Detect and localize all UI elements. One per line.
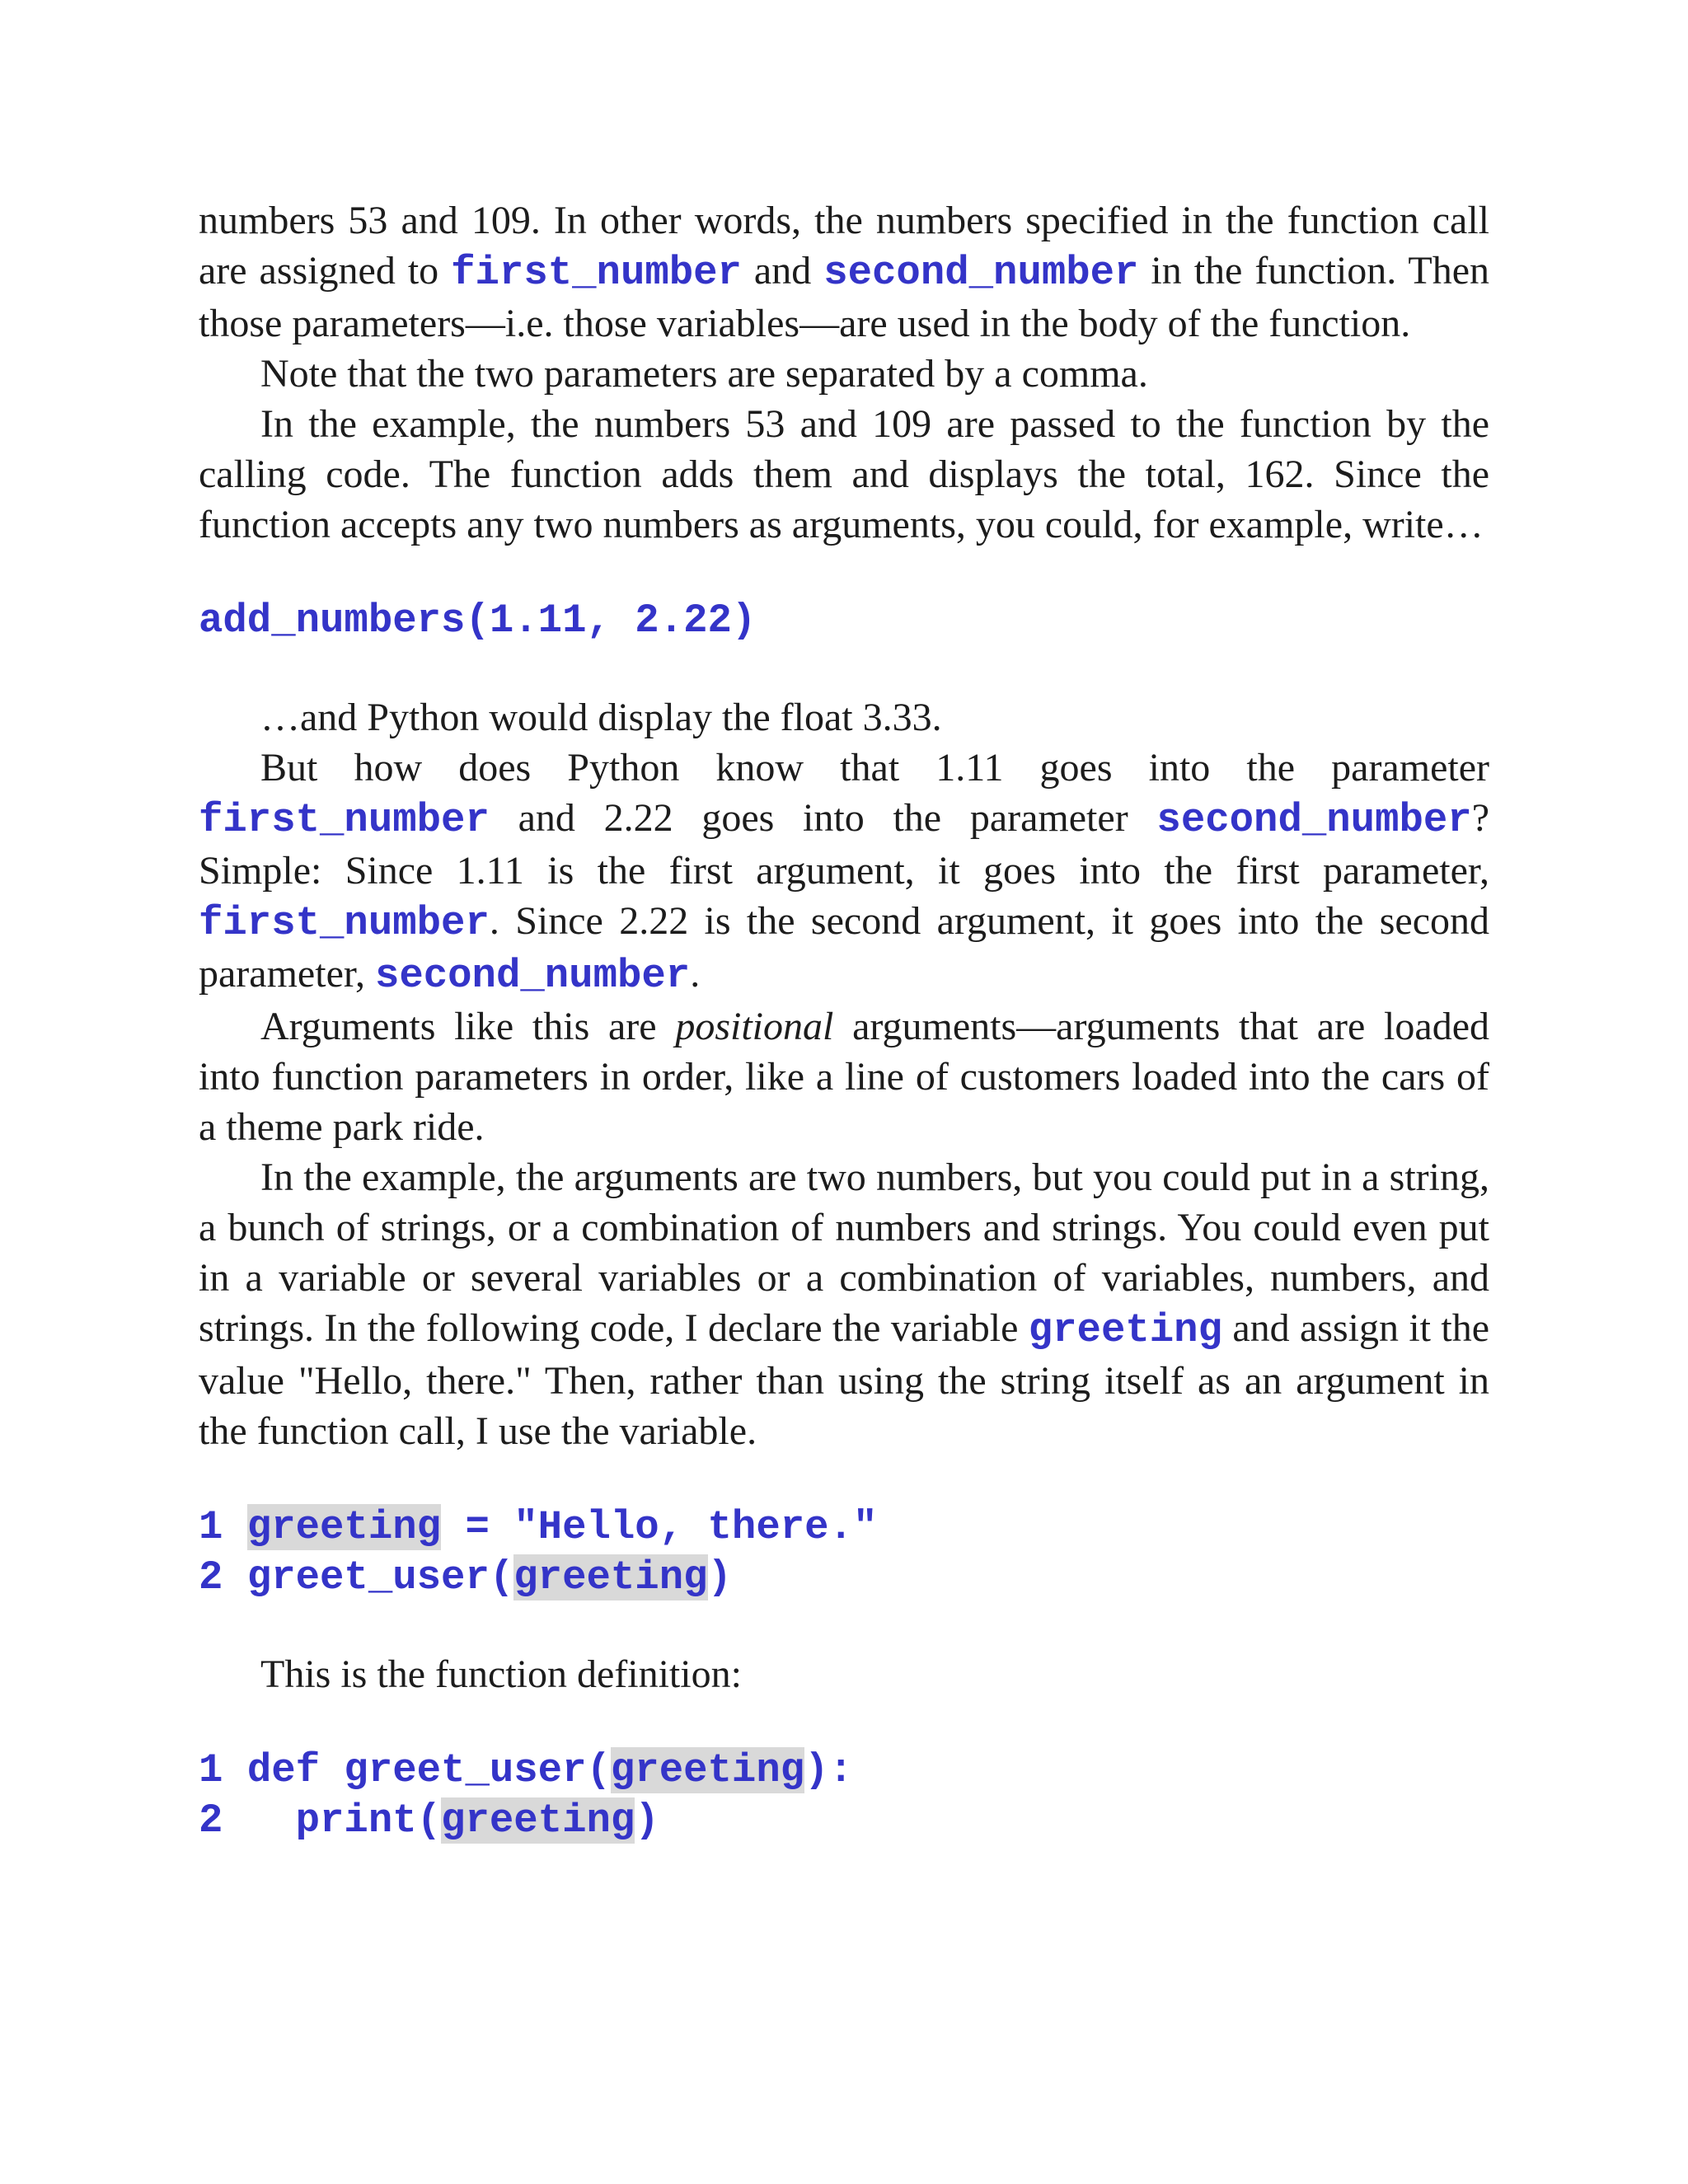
line-number: 1 [199, 1504, 247, 1550]
line-number: 1 [199, 1747, 247, 1793]
code-text: ) [635, 1797, 659, 1844]
paragraph-2: Note that the two parameters are separated by a comma. [260, 352, 1148, 396]
code-block-greeting-call [199, 1502, 1489, 1603]
text: and 2.22 goes into the parameter [489, 796, 1157, 840]
code-line-1 [199, 1502, 1489, 1553]
code-block-add-numbers: add_numbers(1.11, 2.22) [199, 598, 757, 644]
text: and assign it the value "Hello, there." Then, rather than using the string itself as an argument in the function call, I use the variable. [199, 1306, 1489, 1453]
text: In the example, the arguments are two numbers, but you could put in a string, a bunch of strings, or a combination of numbers and strings. You could even put in a variable or several variables or a combination of variables, numbers, and strings. In the following code, I declare the variable [199, 1155, 1489, 1350]
highlighted-variable: greeting [441, 1797, 635, 1844]
inline-code-first-number: first_number [199, 797, 490, 843]
highlighted-variable: greeting [513, 1554, 708, 1601]
paragraph-8: This is the function definition: [260, 1652, 742, 1696]
code-text: ) [707, 1554, 732, 1601]
code-text: = "Hello, there." [441, 1504, 878, 1550]
text: ? Simple: Since 1.11 is the first argument, it goes into the first parameter, [199, 796, 1489, 893]
text: . Since 2.22 is the second argument, it goes into the second parameter, [199, 899, 1489, 996]
text: numbers 53 and 109. In other words, the numbers specified in the function call are assigned to [199, 199, 1489, 293]
paragraph-1 [199, 195, 1489, 349]
inline-code-second-number: second_number [374, 953, 691, 999]
code-line-2 [199, 1796, 1489, 1846]
code-text: ): [804, 1747, 853, 1793]
text: in the function. Then those parameters—i.e. those variables—are used in the body of the function. [199, 249, 1489, 345]
text: Arguments like this are [260, 1005, 676, 1048]
text: But how does Python know that 1.11 goes into the parameter [260, 746, 1489, 790]
highlighted-variable: greeting [610, 1747, 805, 1793]
line-number: 2 [199, 1554, 247, 1601]
text: . [690, 952, 701, 996]
code-text: greet_user( [246, 1554, 514, 1601]
paragraph-4: …and Python would display the float 3.33. [260, 696, 942, 739]
paragraph-6 [199, 1001, 1489, 1152]
text: arguments—arguments that are loaded into function parameters in order, like a line of customers loaded into the cars of a theme park ride. [199, 1005, 1489, 1149]
line-number: 2 [199, 1797, 296, 1844]
page-content [199, 195, 1489, 1846]
paragraph-5 [199, 743, 1489, 1001]
code-block-function-definition [199, 1746, 1489, 1846]
emphasis-positional: positional [675, 1005, 834, 1048]
inline-code-first-number: first_number [199, 900, 490, 946]
inline-code-second-number: second_number [1156, 797, 1472, 843]
inline-code-first-number: first_number [451, 250, 742, 296]
code-line-2 [199, 1553, 1489, 1603]
inline-code-second-number: second_number [823, 250, 1139, 296]
paragraph-7 [199, 1152, 1489, 1456]
code-line-1 [199, 1746, 1489, 1796]
inline-code-greeting: greeting [1028, 1307, 1222, 1353]
code-text: def greet_user( [246, 1747, 611, 1793]
paragraph-3: In the example, the numbers 53 and 109 are passed to the function by the calling code. The function adds them and displays the total, 162. Since the function accepts any two numbers as arguments, you could, for example, write… [199, 402, 1489, 546]
code-text: print( [295, 1797, 442, 1844]
text: and [741, 249, 824, 293]
highlighted-variable: greeting [246, 1504, 442, 1550]
